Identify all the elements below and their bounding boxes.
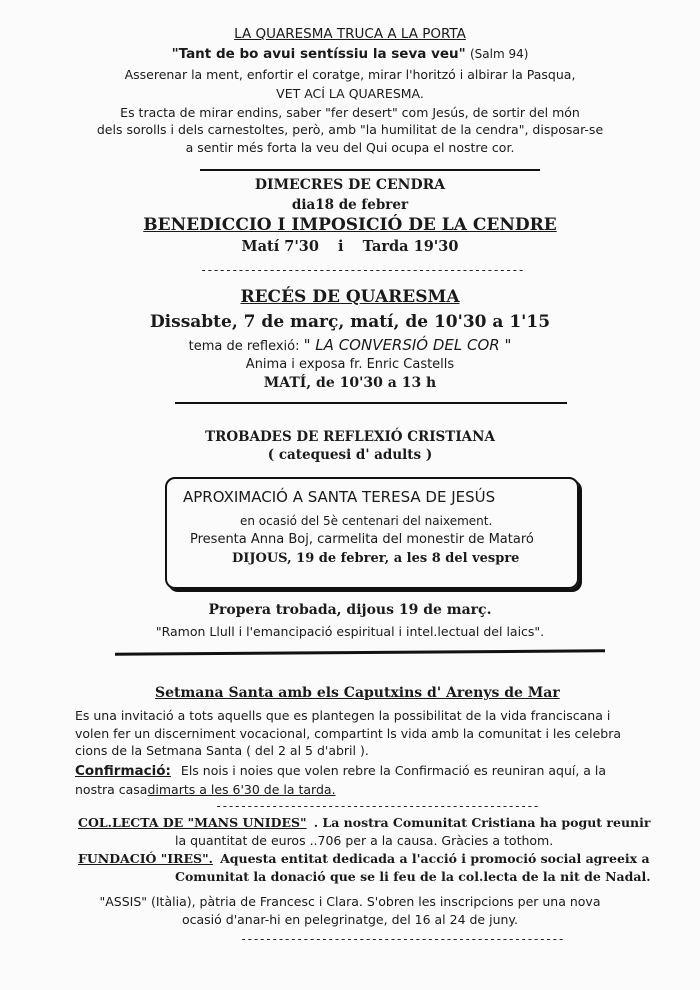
reces-theme-title: " LA CONVERSIÓ DEL COR ": [303, 336, 512, 354]
confirmacio-place: nostra casa: [75, 782, 148, 797]
setmana-title: Setmana Santa amb els Caputxins d' Arenys de Mar: [155, 685, 560, 701]
trobades-subtitle: ( catequesi d' adults ): [267, 447, 433, 463]
reces-theme: [0, 336, 700, 354]
intro-line-1: Asserenar la ment, enfortir el coratge, mirar l'horitzó i albirar la Pasqua,: [124, 67, 576, 82]
divider-rule: [115, 649, 605, 655]
fundacio-text: Aquesta entitat dedicada a l'acció i promoció social agreeix a: [220, 851, 650, 866]
next-meeting-topic: "Ramon Llull i l'emancipació espiritual i intel.lectual del laics".: [155, 624, 545, 639]
confirmacio-line-1: [75, 763, 606, 779]
dashed-divider: ----------------------------------------------------: [240, 932, 564, 946]
divider-rule: [200, 169, 540, 171]
setmana-line-2: volen fer un discerniment vocacional, compartint ls vida amb la comunitat i les celebra: [75, 726, 622, 741]
reces-animator: Anima i exposa fr. Enric Castells: [245, 357, 455, 372]
intro-title: LA QUARESMA TRUCA A LA PORTA: [234, 26, 466, 42]
dashed-divider: ----------------------------------------------------: [200, 263, 524, 277]
confirmacio-text: Els nois i noies que volen rebre la Confirmació es reuniran aquí, a la: [180, 763, 607, 778]
assis-line-1: "ASSIS" (Itàlia), pàtria de Francesc i Clara. S'obren les inscripcions per una nova: [99, 894, 601, 909]
assis-line-2: ocasió d'anar-hi en pelegrinatge, del 16 al 24 de juny.: [181, 912, 519, 927]
intro-quote-text: "Tant de bo avui sentíssiu la seva veu": [171, 46, 466, 62]
cendra-date: dia18 de febrer: [291, 197, 409, 213]
intro-quote-ref: (Salm 94): [469, 47, 529, 61]
colecta-text: . La nostra Comunitat Cristiana ha pogut reunir: [313, 815, 651, 830]
cendra-time-separator: i: [338, 238, 344, 255]
teresa-date: [232, 551, 519, 566]
reces-date: Dissabte, 7 de març, matí, de 10'30 a 1'15: [149, 312, 551, 332]
teresa-line-1: en ocasió del 5è centenari del naixement.: [240, 514, 493, 528]
setmana-line-3: cions de la Setmana Santa ( del 2 al 5 d'abril ).: [75, 743, 369, 758]
intro-line-2: VET ACÍ LA QUARESMA.: [276, 86, 424, 101]
colecta-label: COL.LECTA DE "MANS UNIDES": [78, 815, 307, 830]
teresa-day: DIJOUS,: [232, 551, 292, 566]
trobades-title: TROBADES DE REFLEXIÓ CRISTIANA: [205, 429, 495, 445]
setmana-line-1: Es una invitació a tots aquells que es plantegen la possibilitat de la vida franciscana i: [75, 708, 611, 723]
reces-title: RECÉS DE QUARESMA: [240, 287, 460, 307]
intro-line-4: dels sorolls i dels carnestoltes, però, amb "la humilitat de la cendra", disposar-se: [96, 122, 604, 137]
fundacio-line-1: [78, 851, 650, 867]
confirmacio-when: dimarts a les 6'30 de la tarda.: [147, 782, 336, 797]
cendra-title: BENEDICCIO I IMPOSICIÓ DE LA CENDRE: [143, 215, 557, 235]
next-meeting: Propera trobada, dijous 19 de març.: [208, 602, 492, 618]
cendra-time-morning: Matí 7'30: [241, 238, 319, 255]
confirmacio-label: Confirmació:: [75, 763, 171, 779]
teresa-line-2: Presenta Anna Boj, carmelita del monestir de Mataró: [190, 532, 534, 547]
confirmacio-line-2: [75, 782, 336, 797]
reces-theme-prefix: tema de reflexió:: [188, 339, 300, 354]
cendra-heading: DIMECRES DE CENDRA: [254, 177, 446, 193]
colecta-line-1: [78, 815, 650, 831]
teresa-time: 19 de febrer, a les 8 del vespre: [296, 551, 520, 566]
teresa-title: APROXIMACIÓ A SANTA TERESA DE JESÚS: [183, 488, 496, 506]
intro-line-3: Es tracta de mirar endins, saber "fer desert" com Jesús, de sortir del món: [120, 105, 580, 120]
fundacio-label: FUNDACIÓ "IRES".: [78, 851, 213, 866]
divider-rule: [175, 402, 567, 404]
cendra-times: [0, 238, 700, 255]
intro-line-5: a sentir més forta la veu del Qui ocupa el nostre cor.: [185, 140, 515, 155]
intro-quote: [0, 46, 700, 62]
colecta-line-2: la quantitat de euros ..706 per a la causa. Gràcies a tothom.: [175, 833, 554, 848]
fundacio-line-2: Comunitat la donació que se li feu de la col.lecta de la nit de Nadal.: [175, 869, 651, 884]
cendra-time-evening: Tarda 19'30: [362, 238, 459, 255]
dashed-divider: ----------------------------------------------------: [215, 799, 539, 813]
reces-time: MATÍ, de 10'30 a 13 h: [263, 375, 437, 391]
